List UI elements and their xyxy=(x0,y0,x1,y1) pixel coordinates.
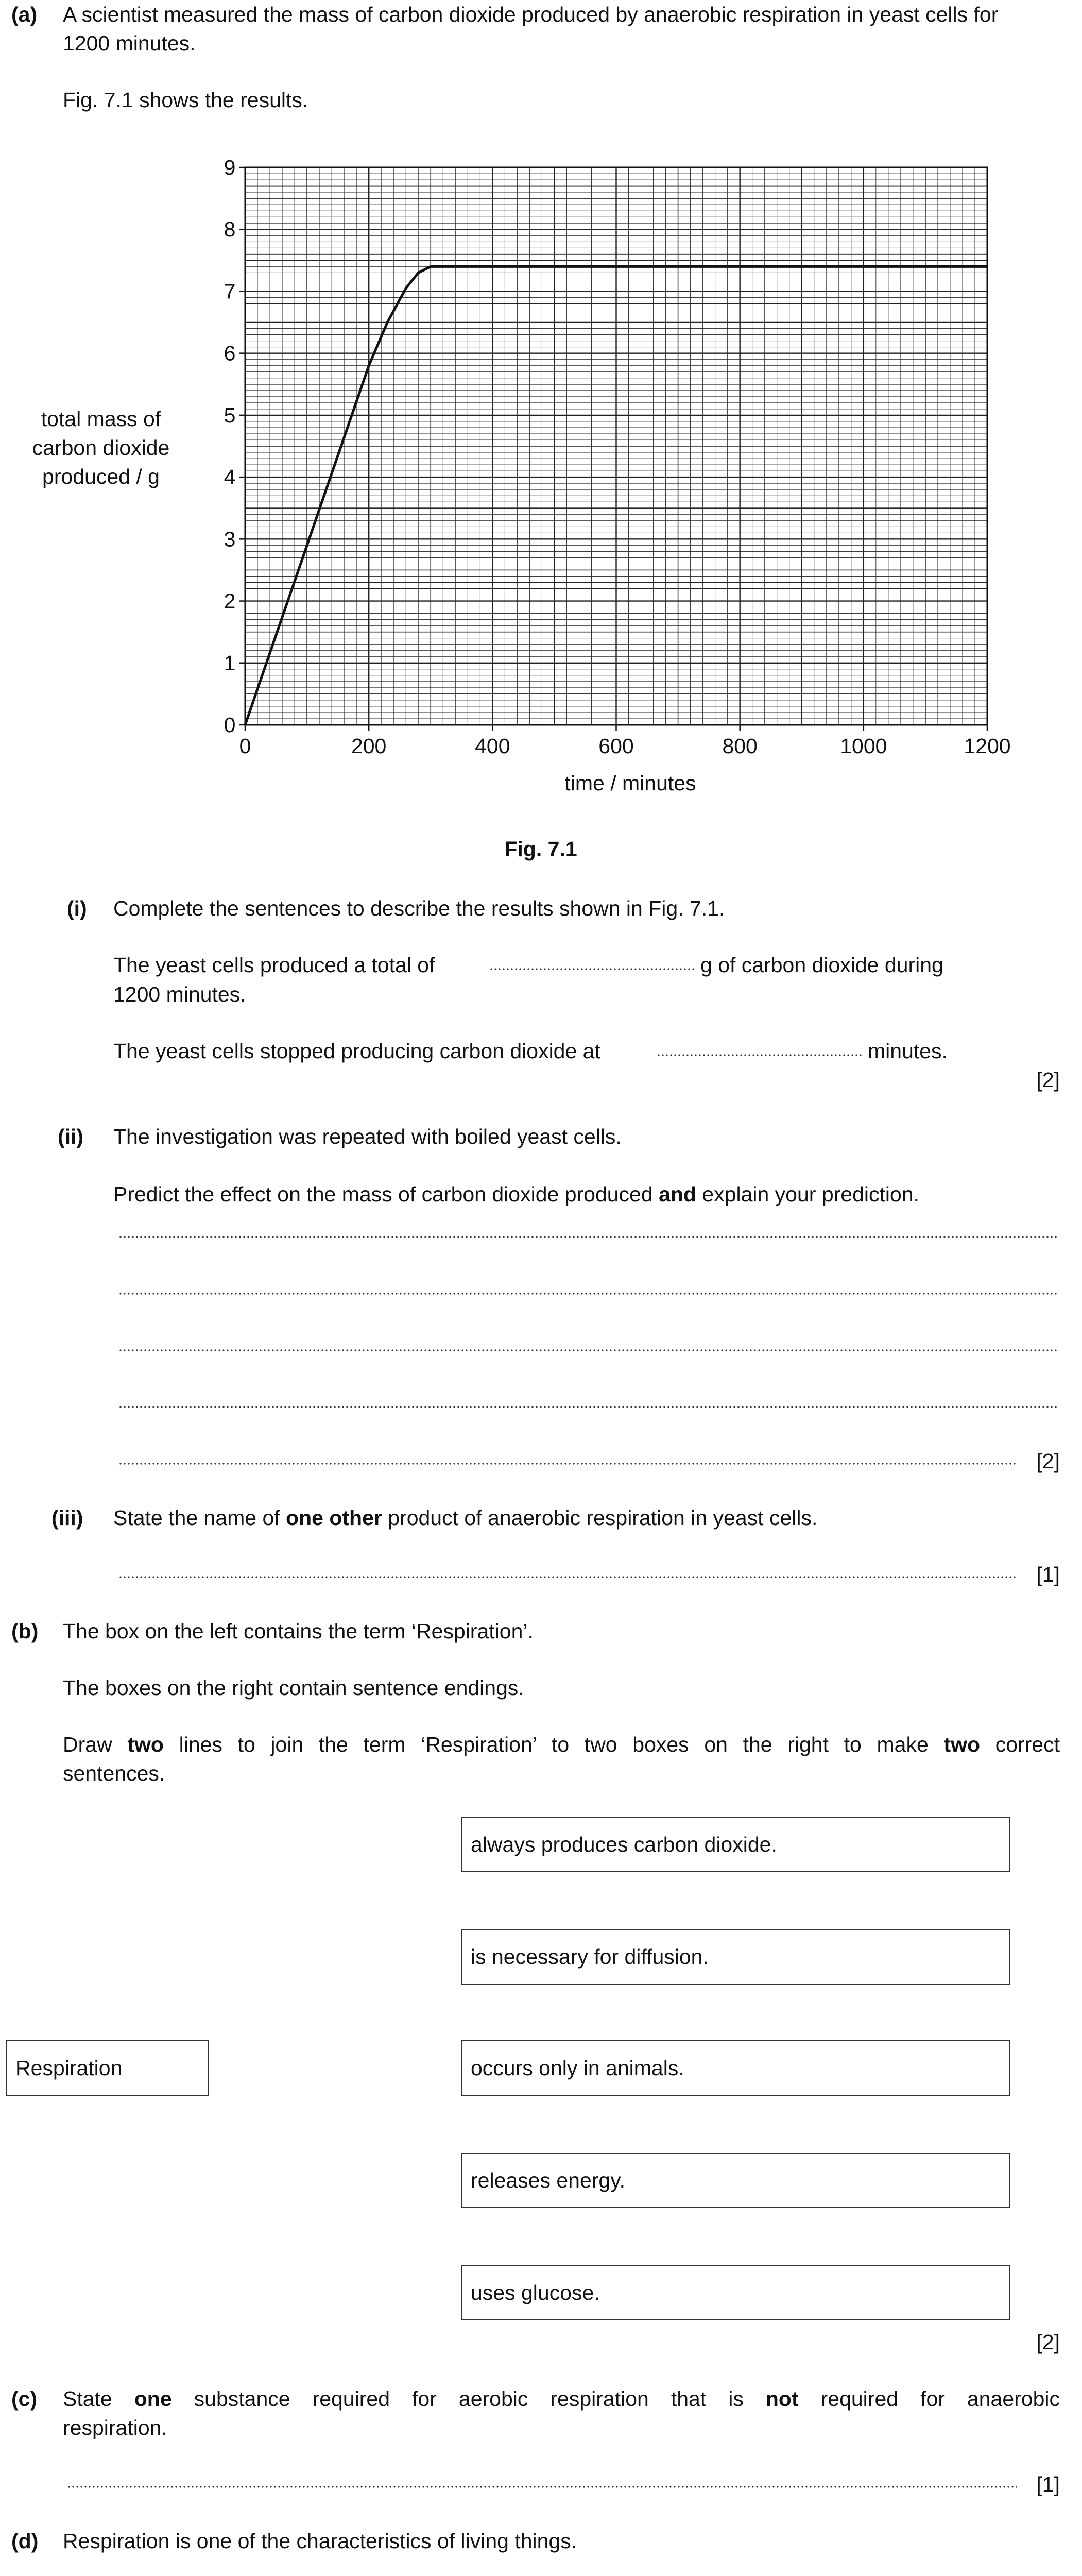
sentence2-end: minutes. xyxy=(868,1039,948,1063)
fig-reference: Fig. 7.1 shows the results. xyxy=(63,88,308,112)
answer-blank-total-mass[interactable] xyxy=(489,968,695,971)
part-c-text-cont: respiration. xyxy=(63,2416,167,2439)
part-b-line1: The box on the left contains the term ‘Respiration’. xyxy=(63,1619,534,1643)
part-a-label: (a) xyxy=(11,3,38,26)
y-tick-label: 5 xyxy=(224,403,236,427)
y-tick-label: 8 xyxy=(224,217,236,242)
y-tick-label: 6 xyxy=(224,341,236,365)
sentence1-start: The yeast cells produced a total of xyxy=(113,953,435,977)
y-tick-label: 1 xyxy=(224,651,236,675)
answer-line-iii[interactable] xyxy=(118,1575,1017,1579)
sentence1-end: g of carbon dioxide during xyxy=(700,953,943,977)
chart-axes xyxy=(239,167,987,731)
part-a-iii-text: State the name of one other product of anaerobic respiration in yeast cells. xyxy=(113,1506,818,1530)
answer-line-ii-3[interactable] xyxy=(118,1349,1058,1352)
answer-line-ii-2[interactable] xyxy=(118,1292,1058,1295)
y-tick-label: 0 xyxy=(224,713,236,737)
part-a-i-marks: [2] xyxy=(1036,1068,1060,1092)
part-b-line2: The boxes on the right contain sentence endings. xyxy=(63,1676,524,1700)
y-axis-label-line2: carbon dioxide xyxy=(32,436,170,460)
co2-mass-chart xyxy=(0,149,1082,799)
x-tick-label: 1000 xyxy=(840,734,887,758)
x-axis-label: time / minutes xyxy=(564,771,696,795)
part-d-label: (d) xyxy=(11,2529,39,2553)
ending-box-4[interactable]: releases energy. xyxy=(461,2153,1010,2208)
sentence1-cont: 1200 minutes. xyxy=(113,982,246,1006)
ending-box-3[interactable]: occurs only in animals. xyxy=(461,2040,1010,2096)
ending-box-1[interactable]: always produces carbon dioxide. xyxy=(461,1817,1010,1872)
part-b-label: (b) xyxy=(11,1619,39,1643)
part-a-intro: A scientist measured the mass of carbon dioxide produced by anaerobic respiration in yeast cells for 1200 minutes. xyxy=(63,3,999,55)
x-tick-label: 1200 xyxy=(964,734,1011,758)
y-tick-labels xyxy=(224,156,236,737)
answer-line-ii-4[interactable] xyxy=(118,1405,1058,1409)
part-a-ii-marks: [2] xyxy=(1036,1449,1060,1473)
part-a-i-label: (i) xyxy=(67,896,87,920)
part-a-ii-label: (ii) xyxy=(58,1125,84,1148)
x-tick-label: 400 xyxy=(475,734,510,758)
chart-grid xyxy=(245,167,987,725)
y-axis-label-line3: produced / g xyxy=(42,465,160,488)
ending-box-5[interactable]: uses glucose. xyxy=(461,2265,1010,2320)
part-a-iii-marks: [1] xyxy=(1036,1563,1060,1586)
part-b-marks: [2] xyxy=(1036,2330,1060,2354)
part-a-ii-text: The investigation was repeated with boiled yeast cells. xyxy=(113,1125,622,1148)
x-tick-label: 600 xyxy=(598,734,634,758)
part-c-label: (c) xyxy=(11,2387,38,2411)
y-tick-label: 2 xyxy=(224,589,236,613)
y-tick-label: 7 xyxy=(224,279,236,303)
answer-line-ii-5[interactable] xyxy=(118,1462,1017,1465)
x-tick-label: 200 xyxy=(351,734,387,758)
respiration-term-box[interactable]: Respiration xyxy=(6,2040,209,2096)
answer-line-ii-1[interactable] xyxy=(118,1235,1058,1239)
answer-blank-stop-time[interactable] xyxy=(657,1054,863,1057)
ending-box-2[interactable]: is necessary for diffusion. xyxy=(461,1929,1010,1985)
part-c-text: State one substance required for aerobic respiration that is not required for anaerobic xyxy=(63,2387,1060,2411)
y-tick-label: 4 xyxy=(224,465,236,489)
x-tick-labels xyxy=(239,734,1011,758)
sentence2-start: The yeast cells stopped producing carbon dioxide at xyxy=(113,1039,600,1063)
part-a-iii-label: (iii) xyxy=(51,1506,83,1530)
part-d-line1: Respiration is one of the characteristics of living things. xyxy=(63,2529,577,2553)
y-tick-label: 3 xyxy=(224,527,236,551)
y-axis-label-line1: total mass of xyxy=(41,407,161,431)
part-c-marks: [1] xyxy=(1036,2472,1060,2496)
answer-line-c[interactable] xyxy=(67,2485,1017,2488)
y-tick-label: 9 xyxy=(224,156,236,179)
fig-caption: Fig. 7.1 xyxy=(504,837,577,861)
part-b-instruction: Draw two lines to join the term ‘Respiration’ to two boxes on the right to make two correct xyxy=(63,1733,1060,1756)
part-b-instruction-cont: sentences. xyxy=(63,1761,165,1785)
x-tick-label: 0 xyxy=(239,734,251,758)
x-tick-label: 800 xyxy=(722,734,758,758)
part-a-i-prompt: Complete the sentences to describe the results shown in Fig. 7.1. xyxy=(113,896,725,920)
part-a-ii-predict: Predict the effect on the mass of carbon dioxide produced and explain your prediction. xyxy=(113,1182,919,1206)
